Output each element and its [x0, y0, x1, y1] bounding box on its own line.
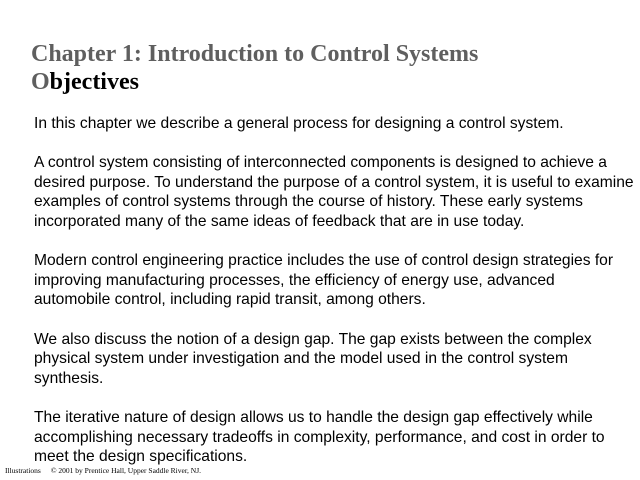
- objectives-heading-initial: O: [31, 69, 50, 95]
- objectives-heading-rest: bjectives: [49, 69, 139, 95]
- slide-body: [34, 114, 634, 467]
- objectives-heading: [31, 68, 621, 96]
- paragraph-design-gap: We also discuss the notion of a design gap. The gap exists between the complex physical system under investigation and the model used in the control system synthesis.: [34, 330, 592, 387]
- slide-title-block: [31, 40, 621, 96]
- paragraph-control-system: A control system consisting of interconnected components is designed to achieve a desired purpose. To understand the purpose of a control system, it is useful to examine examples of control systems through the course of history. These early systems incorporated many of the same ideas of feedback that are in use today.: [34, 154, 634, 230]
- paragraph-iterative-design: The iterative nature of design allows us to handle the design gap effectively while accomplishing necessary tradeoffs in complexity, performance, and cost in order to meet the design specifications.: [34, 408, 605, 466]
- footer-label: Illustrations: [5, 466, 41, 475]
- footer-copyright: © 2001 by Prentice Hall, Upper Saddle River, NJ.: [50, 466, 202, 475]
- chapter-title: Chapter 1: Introduction to Control Systems: [31, 41, 479, 67]
- slide-footer: [5, 466, 201, 476]
- paragraph-modern-practice: Modern control engineering practice includes the use of control design strategies for improving manufacturing processes, the efficiency of energy use, advanced automobile control, including rapid transit, among others.: [34, 252, 614, 309]
- paragraph-intro: In this chapter we describe a general process for designing a control system.: [34, 115, 564, 132]
